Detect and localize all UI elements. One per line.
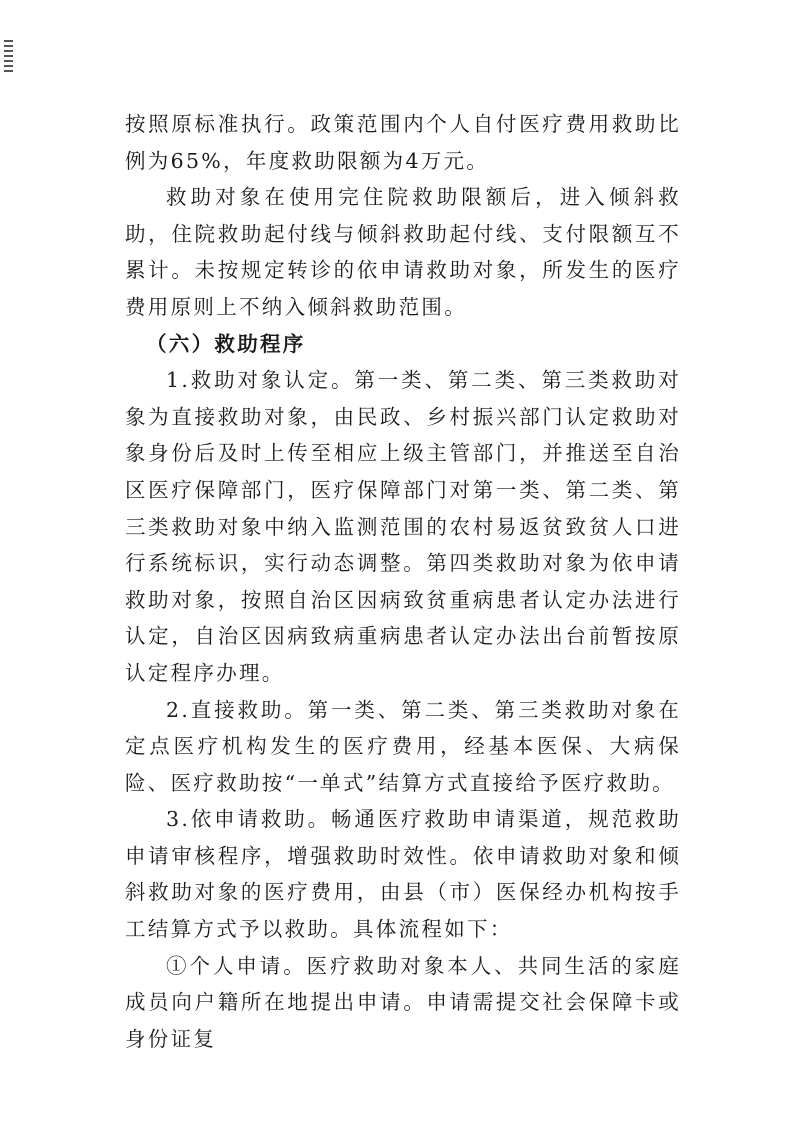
document-page — [125, 106, 681, 1057]
section-heading-procedure: （六）救助程序 — [146, 331, 306, 356]
paragraph-recipient-identification: 1.救助对象认定。第一类、第二类、第三类救助对象为直接救助对象，由民政、乡村振兴部门认定救助对象身份后及时上传至相应上级主管部门，并推送至自治区医疗保障部门，医疗保障部门对第一类、第二类、第三类救助对象中纳入监测范围的农村易返贫致贫人口进行系统标识，实行动态调整。第四类救助对象为依申请救助对象，按照自治区因病致贫重病患者认定办法进行认定，自治区因病致病重病患者认定办法出台前暂按原认定程序办理。 — [125, 368, 681, 685]
scan-edge-mark — [4, 40, 13, 110]
paragraph-application-assistance: 3.依申请救助。畅通医疗救助申请渠道，规范救助申请审核程序，增强救助时效性。依申请救助对象和倾斜救助对象的医疗费用，由县（市）医保经办机构按手工结算方式予以救助。具体流程如下： — [125, 807, 681, 942]
paragraph-direct-assistance: 2.直接救助。第一类、第二类、第三类救助对象在定点医疗机构发生的医疗费用，经基本医保、大病保险、医疗救助按“一单式”结算方式直接给予医疗救助。 — [125, 697, 681, 795]
paragraph-policy-ratio: 按照原标准执行。政策范围内个人自付医疗费用救助比例为65%，年度救助限额为4万元。 — [125, 112, 681, 173]
paragraph-personal-application: ①个人申请。医疗救助对象本人、共同生活的家庭成员向户籍所在地提出申请。申请需提交社会保障卡或身份证复 — [125, 953, 681, 1051]
paragraph-tilt-assistance: 救助对象在使用完住院救助限额后，进入倾斜救助，住院救助起付线与倾斜救助起付线、支付限额互不累计。未按规定转诊的依申请救助对象，所发生的医疗费用原则上不纳入倾斜救助范围。 — [125, 185, 681, 319]
